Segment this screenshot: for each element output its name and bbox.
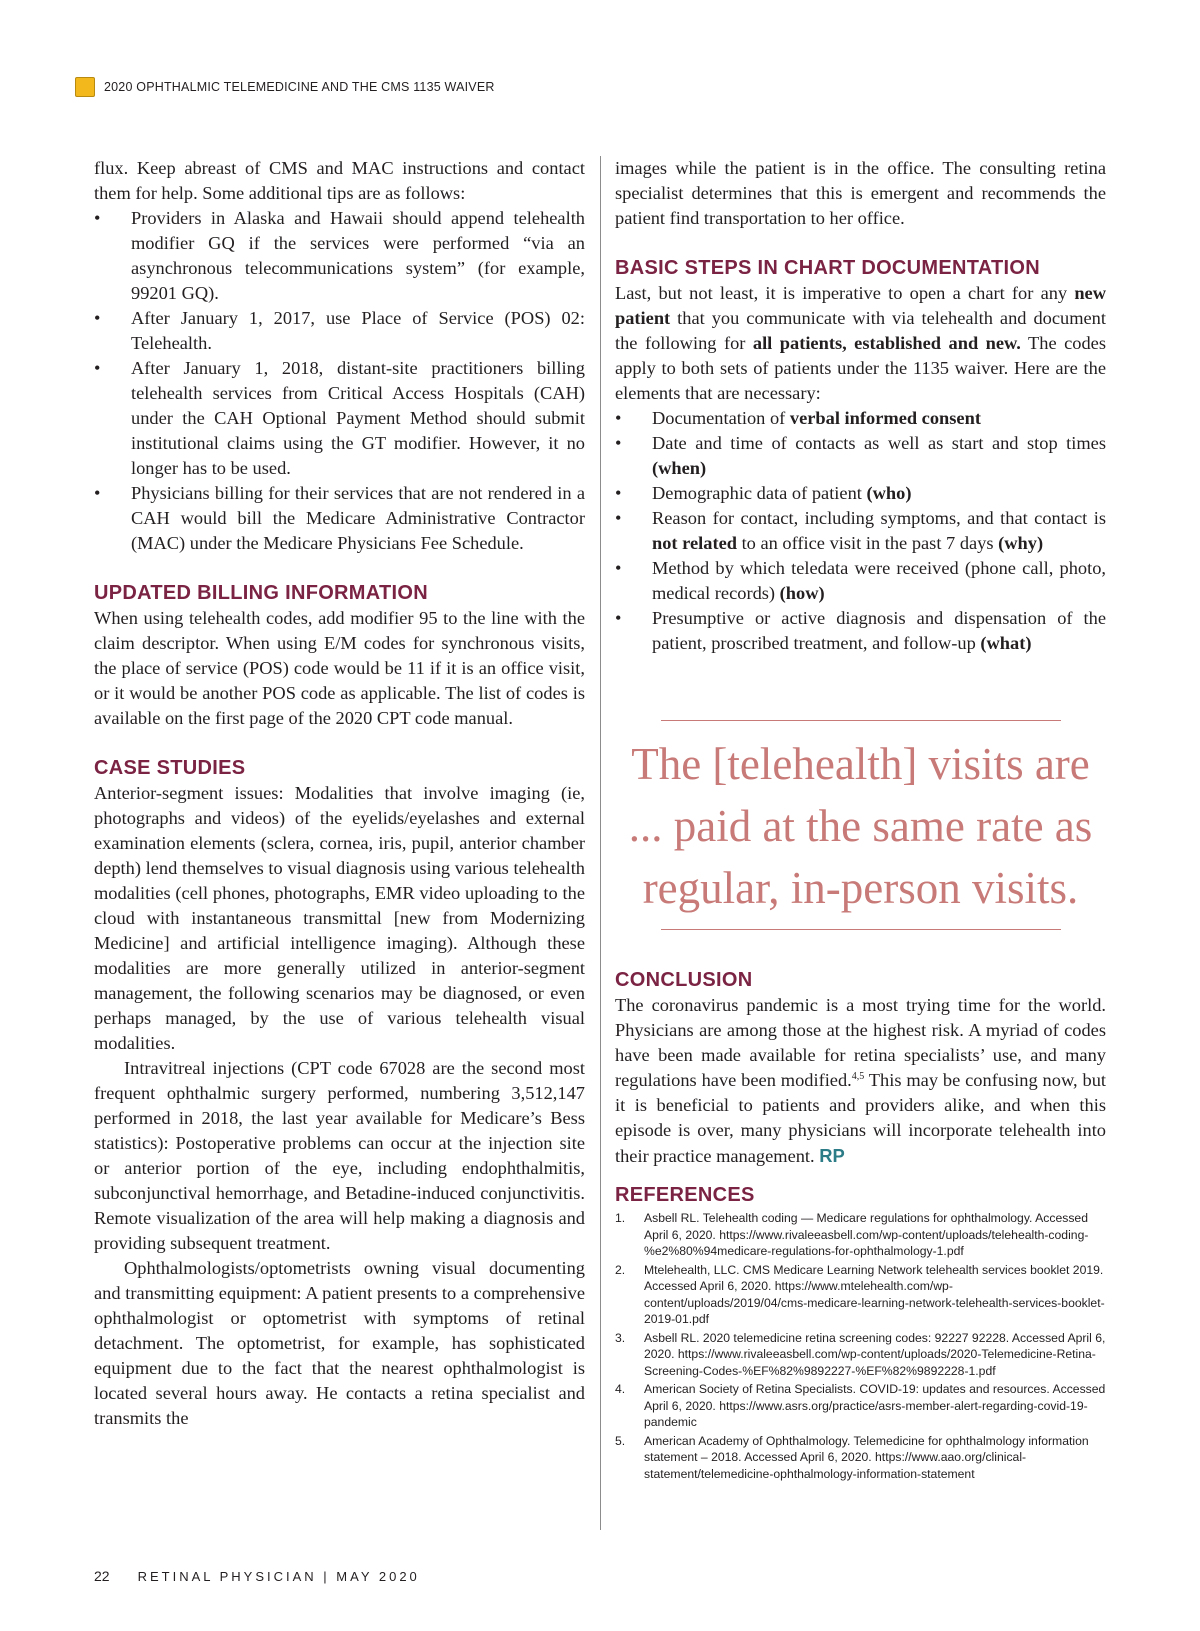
citation-superscript: 4,5 [851, 1070, 865, 1082]
reference-item: 3. Asbell RL. 2020 telemedicine retina screening codes: 92227 92228. Accessed April 6, 2020. https://www.rivaleeasbell.com/wp-content/uploads/2020-Telemedicine-Retina-Screening-Codes-%EF%82%9892227-%EF%82%9892228-1.pdf [615, 1330, 1106, 1378]
chart-intro-paragraph: Last, but not least, it is imperative to open a chart for any new patient that you communicate with via telehealth and document the following for all patients, established and new. The codes apply to both sets of patients under the 1135 waiver. Here are the elements that are necessary: [615, 283, 1106, 403]
case-paragraph: Intravitreal injections (CPT code 67028 are the second most frequent ophthalmic surgery performed, numbering 3,512,147 performed in 2018, the last year available for Medicare’s Bess statistics): Postoperative problems can occur at the injection site or anterior portion of the eye, including endophthalmitis, subconjunctival hemorrhage, and Betadine-induced conjunctivitis. Remote visualization of the area will help making a diagnosis and providing subsequent treatment. [94, 1058, 585, 1253]
references-list [615, 1210, 1106, 1482]
page-number: 22 [94, 1568, 110, 1584]
pull-quote [615, 720, 1106, 930]
right-column-lower [615, 968, 1106, 1484]
rp-end-mark: RP [819, 1145, 845, 1166]
conclusion-paragraph: The coronavirus pandemic is a most trying time for the world. Physicians are among those at the highest risk. A myriad of codes have been made available for retina specialists’ use, and many regulations have been modified.$^{4,5}$ This may be confusing now, but it is beneficial to patients and providers alike, and when this episode is over, many physicians will incorporate telehealth into their practice management. RP [615, 995, 1106, 1166]
list-item: • After January 1, 2017, use Place of Service (POS) 02: Telehealth. [94, 306, 585, 356]
list-item: • After January 1, 2018, distant-site practitioners billing telehealth services from Critical Access Hospitals (CAH) under the CAH Optional Payment Method should submit institutional claims using the GT modifier. However, it no longer has to be used. [94, 356, 585, 481]
publication-line: RETINAL PHYSICIAN | MAY 2020 [137, 1569, 420, 1584]
section-heading-conclusion: CONCLUSION [615, 969, 753, 991]
left-column [94, 156, 585, 1431]
list-item: • Demographic data of patient (who) [615, 481, 1106, 506]
reference-item: 2. Mtelehealth, LLC. CMS Medicare Learning Network telehealth services booklet 2019. Accessed April 6, 2020. https://www.mtelehealth.com/wp-content/uploads/2019/04/cms-medicare-learning-network-telehealth-services-booklet-2019-01.pdf [615, 1262, 1105, 1326]
section-heading-billing: UPDATED BILLING INFORMATION [94, 582, 428, 604]
section-heading-case-studies: CASE STUDIES [94, 757, 246, 779]
intro-paragraph: flux. Keep abreast of CMS and MAC instructions and contact them for help. Some additional tips are as follows: [94, 158, 585, 203]
continuation-paragraph: images while the patient is in the office. The consulting retina specialist determines that this is emergent and recommends the patient find transportation to her office. [615, 158, 1106, 228]
page-footer [94, 1568, 420, 1584]
list-item: • Date and time of contacts as well as start and stop times (when) [615, 431, 1106, 481]
tips-list [94, 206, 585, 556]
section-heading-references: REFERENCES [615, 1184, 755, 1206]
running-title: 2020 OPHTHALMIC TELEMEDICINE AND THE CMS 1135 WAIVER [104, 80, 495, 94]
reference-item: 1. Asbell RL. Telehealth coding — Medicare regulations for ophthalmology. Accessed April 6, 2020. https://www.rivaleeasbell.com/wp-content/uploads/telehealth-coding-%e2%80%94medicare-regulations-for-ophthalmology-1.pdf [615, 1211, 1089, 1258]
list-item: • Providers in Alaska and Hawaii should append telehealth modifier GQ if the services were performed “via an asynchronous telecommunications system” (for example, 99201 GQ). [94, 206, 585, 306]
list-item: • Physicians billing for their services that are not rendered in a CAH would bill the Medicare Administrative Contractor (MAC) under the Medicare Physicians Fee Schedule. [94, 481, 585, 556]
reference-item: 5. American Academy of Ophthalmology. Telemedicine for ophthalmology information statement – 2018. Accessed April 6, 2020. https://www.aao.org/clinical-statement/telemedicine-ophthalmology-information-statement [615, 1433, 1089, 1481]
case-paragraph: Ophthalmologists/optometrists owning visual documenting and transmitting equipment: A patient presents to a comprehensive ophthalmologist or optometrist with symptoms of retinal detachment. The optometrist, for example, has sophisticated equipment due to the fact that the nearest ophthalmologist is located several hours away. He contacts a retina specialist and transmits the [94, 1258, 585, 1428]
case-paragraph: Anterior-segment issues: Modalities that involve imaging (ie, photographs and videos) of the eyelids/eyelashes and external examination elements (sclera, cornea, iris, pupil, anterior chamber depth) lend themselves to visual diagnosis using various telehealth modalities (cell phones, photographs, EMR video uploading to the cloud with instantaneous transmittal [new from Modernizing Medicine] and artificial intelligence imaging). Although these modalities are more generally utilized in anterior-segment management, the following scenarios may be diagnosed, or even perhaps managed, by the use of various telehealth visual modalities. [94, 783, 585, 1053]
pull-quote-text: The [telehealth] visits are ... paid at the same rate as regular, in-person visits. [628, 739, 1093, 913]
pull-quote-rule-bottom [661, 929, 1061, 930]
elements-list [615, 406, 1106, 656]
list-item: • Documentation of verbal informed consent [615, 406, 1106, 431]
section-heading-chart-documentation: BASIC STEPS IN CHART DOCUMENTATION [615, 257, 1041, 279]
reference-item: 4. American Society of Retina Specialists. COVID-19: updates and resources. Accessed April 6, 2020. https://www.asrs.org/practice/asrs-member-alert-regarding-covid-19-pandemic [615, 1382, 1106, 1429]
running-header [75, 77, 495, 97]
list-item: • Presumptive or active diagnosis and dispensation of the patient, proscribed treatment, and follow-up (what) [615, 606, 1106, 656]
billing-paragraph: When using telehealth codes, add modifier 95 to the line with the claim descriptor. When using E/M codes for synchronous visits, the place of service (POS) code would be 11 if it is an office visit, or it would be another POS code as applicable. The list of codes is available on the first page of the 2020 CPT code manual. [94, 608, 585, 728]
right-column [615, 156, 1106, 656]
list-item: • Method by which teledata were received (phone call, photo, medical records) (how) [615, 556, 1106, 606]
list-item: • Reason for contact, including symptoms, and that contact is not related to an office visit in the past 7 days (why) [615, 506, 1106, 556]
column-divider [600, 156, 601, 1530]
section-color-square [75, 77, 95, 97]
